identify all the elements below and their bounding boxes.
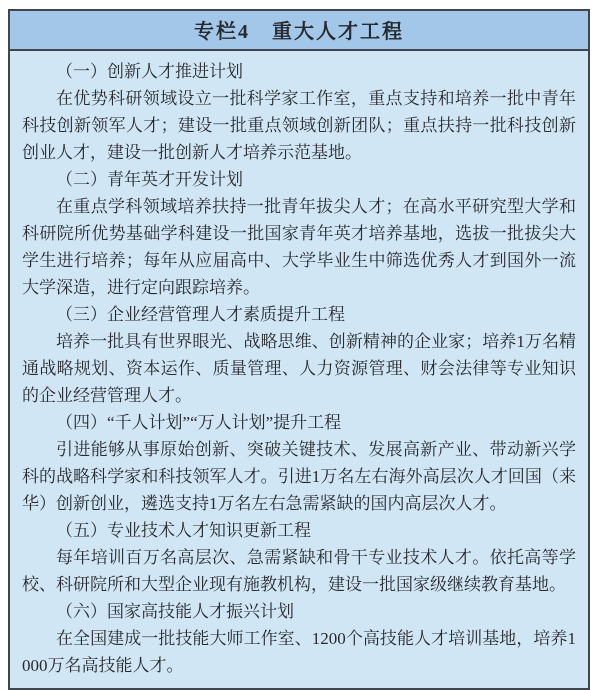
section-heading: （一）创新人才推进计划 bbox=[56, 62, 243, 81]
section-heading: （四）“千人计划”“万人计划”提升工程 bbox=[56, 413, 342, 432]
section-body: 培养一批具有世界眼光、战略思维、创新精神的企业家；培养1万名精通战略规划、资本运作、质量管理、人力资源管理、财会法律等专业知识的企业经营管理人才。 bbox=[22, 332, 576, 405]
section-heading: （三）企业经营管理人才素质提升工程 bbox=[56, 305, 345, 324]
section-heading: （六）国家高技能人才振兴计划 bbox=[56, 602, 294, 621]
section-body: 在全国建成一批技能大师工作室、1200个高技能人才培训基地，培养1000万名高技能人才。 bbox=[22, 629, 576, 675]
box-header bbox=[10, 11, 588, 51]
section-body: 在重点学科领域培养扶持一批青年拔尖人才；在高水平研究型大学和科研院所优势基础学科建设一批国家青年英才培养基地，选拔一批拔尖大学生进行培养；每年从应届高中、大学毕业生中筛选优秀人才到国外一流大学深造，进行定向跟踪培养。 bbox=[22, 197, 576, 297]
section-heading: （二）青年英才开发计划 bbox=[56, 170, 243, 189]
box-body bbox=[10, 51, 588, 688]
section-heading: （五）专业技术人才知识更新工程 bbox=[56, 521, 311, 540]
section-body: 每年培训百万名高层次、急需紧缺和骨干专业技术人才。依托高等学校、科研院所和大型企业现有施教机构，建设一批国家级继续教育基地。 bbox=[22, 548, 576, 594]
box-title: 专栏4 重大人才工程 bbox=[194, 21, 404, 43]
section-body: 在优势科研领域设立一批科学家工作室，重点支持和培养一批中青年科技创新领军人才；建设一批重点领域创新团队；重点扶持一批科技创新创业人才，建设一批创新人才培养示范基地。 bbox=[22, 89, 576, 162]
talent-projects-box bbox=[8, 9, 590, 690]
section-body: 引进能够从事原始创新、突破关键技术、发展高新产业、带动新兴学科的战略科学家和科技领军人才。引进1万名左右海外高层次人才回国（来华）创新创业，遴选支持1万名左右急需紧缺的国内高层次人才。 bbox=[22, 440, 576, 513]
